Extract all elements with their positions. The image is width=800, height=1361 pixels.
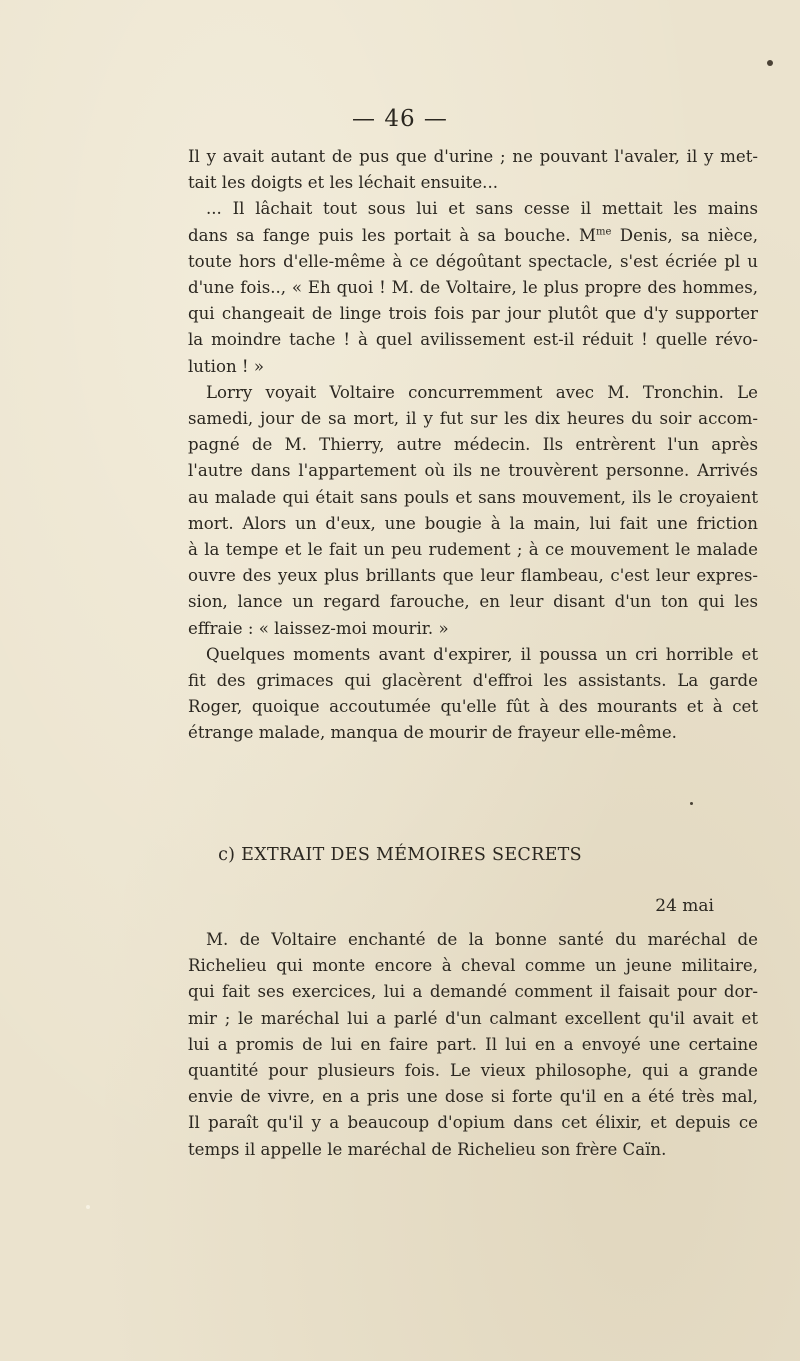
text-line: lution ! » [188,356,265,376]
text-line-with-superscript [188,223,758,249]
text-line: fit des grimaces qui glacèrent d'effroi les assistants. La garde [188,671,758,691]
text-line-end: Denis, sa nièce, [611,225,758,245]
paper-speck [690,802,693,805]
text-line: l'autre dans l'appartement où ils ne trouvèrent personne. Arrivés [188,461,758,481]
text-line: au malade qui était sans pouls et sans mouvement, ils le croyaient [188,487,758,507]
body-text-upper [188,144,758,747]
text-line: Quelques moments avant d'expirer, il poussa un cri horrible et [206,644,758,664]
text-line: quantité pour plusieurs fois. Le vieux philosophe, qui a grande [188,1061,758,1081]
text-line: d'une fois.., « Eh quoi ! M. de Voltaire, le plus propre des hommes, [188,278,758,298]
body-text-lower [188,927,758,1163]
text-line: qui changeait de linge trois fois par jour plutôt que d'y supporter [188,304,758,324]
text-line: temps il appelle le maréchal de Richelieu son frère Caïn. [188,1139,667,1159]
text-line: Il y avait autant de pus que d'urine ; ne pouvant l'avaler, il y met- [188,147,758,166]
text-line: pagné de M. Thierry, autre médecin. Ils entrèrent l'un après [188,435,758,455]
text-line-start: dans sa fange puis les portait à sa bouche. M [188,225,596,245]
superscript: me [596,226,612,238]
text-line: lui a promis de lui en faire part. Il lui en a envoyé une certaine [188,1034,758,1054]
text-line: envie de vivre, en a pris une dose si forte qu'il en a été très mal, [188,1087,758,1107]
text-line: mort. Alors un d'eux, une bougie à la main, lui fait une friction [188,513,758,533]
text-line: effraie : « laissez-moi mourir. » [188,618,449,638]
paper-speck [767,60,773,66]
section-heading: c) EXTRAIT DES MÉMOIRES SECRETS [218,845,582,865]
text-line: ouvre des yeux plus brillants que leur flambeau, c'est leur expres- [188,566,758,586]
text-line: Roger, quoique accoutumée qu'elle fût à des mourants et à cet [188,697,758,717]
text-line: la moindre tache ! à quel avilissement est-il réduit ! quelle révo- [188,330,758,350]
text-line: mir ; le maréchal lui a parlé d'un calmant excellent qu'il avait et [188,1008,758,1028]
paper-speck [86,1205,90,1209]
text-line: étrange malade, manqua de mourir de frayeur elle-même. [188,723,677,743]
text-line: toute hors d'elle-même à ce dégoûtant spectacle, s'est écriée pl u [188,251,758,271]
text-line: sion, lance un regard farouche, en leur disant d'un ton qui les [188,592,758,612]
section-date: 24 mai [655,896,714,916]
page-number: — 46 — [352,106,448,132]
text-line: Richelieu qui monte encore à cheval comme un jeune militaire, [188,956,758,976]
text-line: Il paraît qu'il y a beaucoup d'opium dans cet élixir, et depuis ce [188,1113,758,1133]
text-line: M. de Voltaire enchanté de la bonne santé du maréchal de [206,930,758,949]
text-line: qui fait ses exercices, lui a demandé comment il faisait pour dor- [188,982,758,1002]
text-line: samedi, jour de sa mort, il y fut sur les dix heures du soir accom- [188,409,758,429]
text-line: à la tempe et le fait un peu rudement ; à ce mouvement le malade [188,540,758,560]
text-line: ... Il lâchait tout sous lui et sans cesse il mettait les mains [206,199,758,219]
text-line: Lorry voyait Voltaire concurremment avec M. Tronchin. Le [206,382,758,402]
text-line: tait les doigts et les léchait ensuite... [188,173,498,193]
